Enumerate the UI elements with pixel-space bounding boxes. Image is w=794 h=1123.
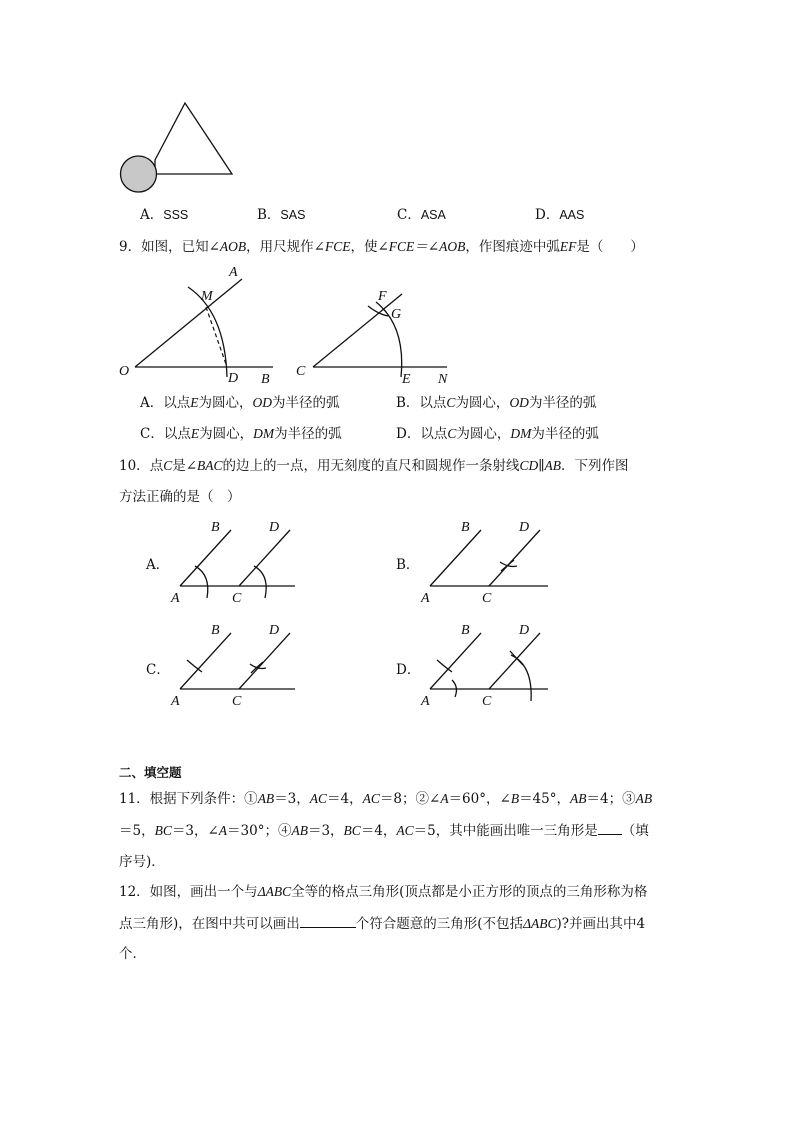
svg-text:B: B [461, 520, 470, 535]
svg-text:D: D [269, 520, 280, 535]
q8-option-a[interactable]: A．SSS [140, 207, 189, 223]
q9-option-c[interactable]: C．以点E为圆心，DM为半径的弧 [140, 426, 342, 442]
section-heading: 二、填空题 [119, 765, 182, 780]
svg-text:D: D [519, 520, 530, 535]
q8-circle [121, 156, 157, 192]
q8-triangle [155, 103, 232, 174]
q11-line1: 11．根据下列条件：①AB＝3，AC＝4，AC＝8；②∠A＝60°，∠B＝45°，AB＝4；③AB [119, 791, 653, 807]
svg-text:A: A [421, 694, 430, 709]
q11-line3: 序号)． [119, 854, 165, 870]
q9-option-a[interactable]: A．以点E为圆心，OD为半径的弧 [140, 395, 340, 411]
q9-label-O: O [119, 364, 130, 379]
q9-stem: 9．如图，已知∠AOB，用尺规作∠FCE，使∠FCE＝∠AOB，作图痕迹中弧EF是（ ） [119, 239, 644, 255]
q9-label-G: G [391, 307, 402, 322]
q11-line2: ＝5，BC＝3，∠A＝30°；④AB＝3，BC＝4，AC＝5，其中能画出唯一三角形是 （填 [119, 820, 649, 841]
svg-text:D: D [519, 625, 530, 638]
svg-text:A: A [421, 591, 430, 606]
q10-figure-d [415, 625, 560, 713]
q10-stem-line1: 10．点C是∠BAC的边上的一点，用无刻度的直尺和圆规作一条射线CD∥AB．下列作图 [119, 458, 629, 474]
q12-line3: 个． [119, 946, 146, 962]
q9-figure [110, 262, 470, 387]
q10-figure-a [165, 520, 310, 608]
svg-text:C: C [232, 694, 242, 709]
q11-answer-blank[interactable] [598, 820, 622, 835]
q9-label-D: D [228, 371, 239, 386]
q9-label-A: A [229, 265, 238, 280]
q10-stem-line2: 方法正确的是（ ） [119, 489, 241, 505]
svg-text:C: C [482, 591, 492, 606]
q10-option-c[interactable]: C． [146, 662, 170, 678]
q9-label-C: C [296, 364, 306, 379]
q12-line1: 12．如图，画出一个与ΔABC全等的格点三角形(顶点都是小正方形的顶点的三角形称为格 [119, 884, 648, 900]
svg-text:B: B [211, 625, 220, 638]
svg-text:A: A [171, 694, 180, 709]
q9-option-d[interactable]: D．以点C为圆心，DM为半径的弧 [396, 426, 599, 442]
q10-figure-b [415, 520, 560, 608]
svg-text:D: D [269, 625, 280, 638]
q9-dashed-MD [206, 307, 227, 367]
q12-answer-blank[interactable] [300, 913, 356, 928]
q10-figure-c [165, 625, 310, 713]
q8-option-b[interactable]: B．SAS [257, 207, 306, 223]
svg-text:C: C [232, 591, 242, 606]
q9-ray-CF [313, 294, 402, 367]
q9-label-E: E [402, 372, 411, 387]
svg-text:B: B [461, 625, 470, 638]
q9-option-b[interactable]: B．以点C为圆心，OD为半径的弧 [396, 395, 597, 411]
q9-label-F: F [378, 289, 387, 304]
q9-label-M: M [201, 289, 213, 304]
q8-option-d[interactable]: D．AAS [535, 207, 585, 223]
q9-ray-OA [135, 279, 242, 367]
q8-figure [110, 95, 250, 200]
q9-label-B: B [261, 372, 270, 387]
svg-text:A: A [171, 591, 180, 606]
q10-option-d[interactable]: D． [396, 662, 421, 678]
q10-option-a[interactable]: A． [146, 557, 170, 573]
svg-text:C: C [482, 694, 492, 709]
q9-label-N: N [438, 372, 448, 387]
svg-text:B: B [211, 520, 220, 535]
q8-option-c[interactable]: C．ASA [397, 207, 446, 223]
q10-option-b[interactable]: B． [396, 557, 420, 573]
q12-line2: 点三角形)，在图中共可以画出 个符合题意的三角形(不包括ΔABC)?并画出其中4 [119, 913, 645, 934]
